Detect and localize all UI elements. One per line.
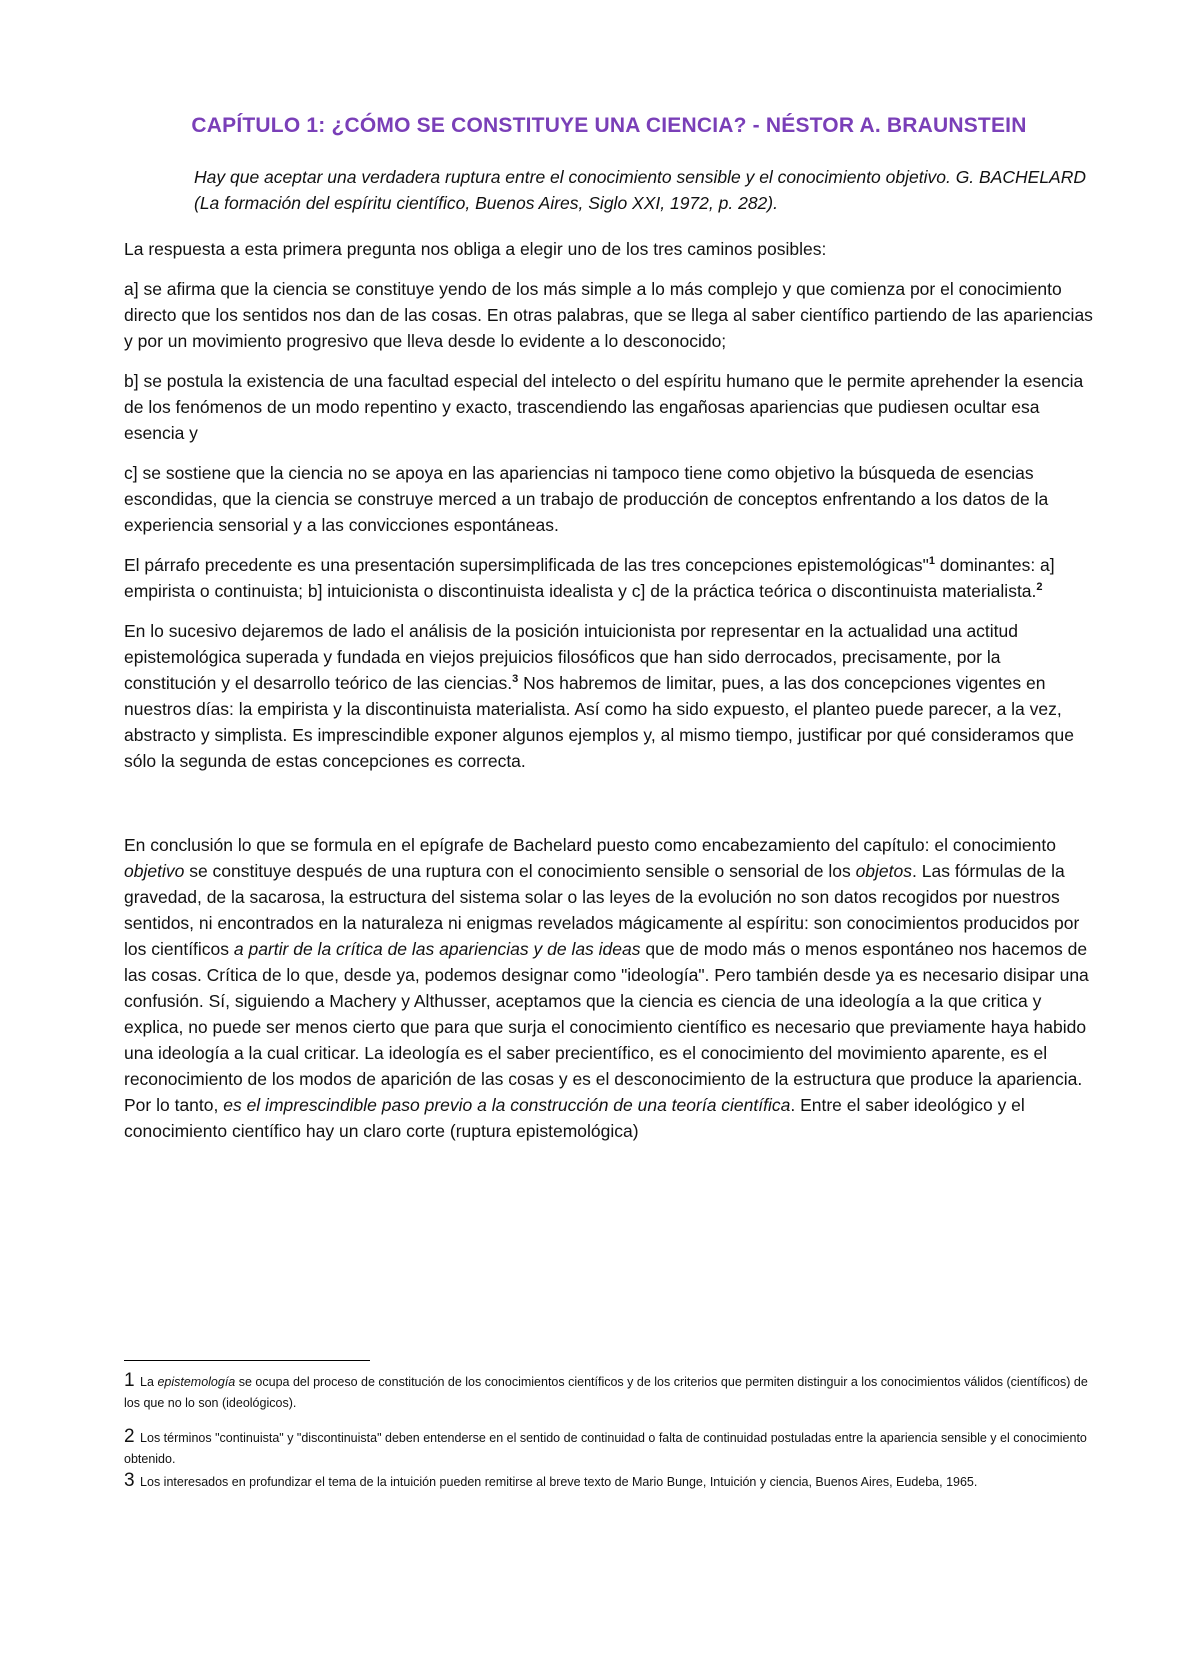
footnote-text: La (136, 1375, 158, 1389)
footnote-text: Los interesados en profundizar el tema de la intuición pueden remitirse al breve texto de Mario Bunge, Intuición y ciencia, Buenos Aires, Eudeba, 1965. (136, 1475, 978, 1489)
footnote-ref-3[interactable]: 3 (512, 673, 519, 686)
footnote-ref-2[interactable]: 2 (1036, 581, 1043, 594)
paragraph-text: En lo sucesivo dejaremos de lado el análisis de la posición intuicionista por representar en la actualidad una actitud epistemológica superada y fundada en viejos prejuicios filosóficos que han sido derrocados, precisamente, por la constitución y el desarrollo teórico de las ciencias. (124, 621, 1019, 693)
footnote-number: 2 (124, 1426, 135, 1447)
italic-text: es el imprescindible paso previo a la construcción de una teoría científica (223, 1095, 791, 1115)
paragraph-text: El párrafo precedente es una presentación supersimplificada de las tres concepciones epistemológicas" (124, 555, 929, 575)
paragraph-conclusion (124, 832, 1094, 1144)
footnote-3 (124, 1470, 1100, 1493)
paragraph-text: dominantes: a] empirista o continuista; b] intuicionista o discontinuista idealista y c] de la práctica teórica o discontinuista materialista. (124, 555, 1055, 601)
paragraph-epistemological-conceptions (124, 552, 1094, 604)
italic-text: objetivo (124, 861, 185, 881)
paragraph-text: que de modo más o menos espontáneo nos hacemos de las cosas. Crítica de lo que, desde ya, podemos designar como "ideología". Pero también desde ya es necesario disipar una confusión. Sí, siguiendo a Machery y Althusser, aceptamos que la ciencia es ciencia de una ideología a la que critica y explica, no puede ser menos cierto que para que surja el conocimiento científico es necesario que previamente haya habido una ideología a la cual criticar. La ideología es el saber precientífico, es el conocimiento del movimiento aparente, es el reconocimiento de los modos de aparición de las cosas y es el desconocimiento de la estructura que produce la apariencia. Por lo tanto, (124, 939, 1089, 1115)
paragraph-text: se constituye después de una ruptura con el conocimiento sensible o sensorial de los (184, 861, 856, 881)
epigraph: Hay que aceptar una verdadera ruptura entre el conocimiento sensible y el conocimiento objetivo. G. BACHELARD (La formación del espíritu científico, Buenos Aires, Siglo XXI, 1972, p. 282). (194, 167, 1087, 213)
paragraph-text: En conclusión lo que se formula en el epígrafe de Bachelard puesto como encabezamiento del capítulo: el conocimiento (124, 835, 1056, 855)
footnote-separator (124, 1360, 370, 1361)
footnote-1 (124, 1370, 1100, 1414)
paragraph-text: Nos habremos de limitar, pues, a las dos concepciones vigentes en nuestros días: la empirista y la discontinuista materialista. Así como ha sido expuesto, el planteo puede parecer, a la vez, abstracto y simplista. Es imprescindible exponer algunos ejemplos y, al mismo tiempo, justificar por qué consideramos que sólo la segunda de estas concepciones es correcta. (124, 673, 1074, 771)
paragraph-intuitionist (124, 618, 1094, 774)
paragraph-text: . Entre el saber ideológico y el conocimiento científico hay un claro corte (ruptura epistemológica) (124, 1095, 1025, 1141)
footnote-number: 3 (124, 1470, 135, 1491)
paragraph-intro: La respuesta a esta primera pregunta nos obliga a elegir uno de los tres caminos posibles: (124, 239, 827, 259)
paragraph-option-c: c] se sostiene que la ciencia no se apoya en las apariencias ni tampoco tiene como objetivo la búsqueda de esencias escondidas, que la ciencia se construye merced a un trabajo de producción de conceptos enfrentando a los datos de la experiencia sensorial y a las convicciones espontáneas. (124, 463, 1049, 535)
italic-text: objetos (855, 861, 913, 881)
italic-text: a partir de la crítica de las apariencias y de las ideas (233, 939, 641, 959)
footnote-number: 1 (124, 1370, 135, 1391)
footnote-ref-1[interactable]: 1 (928, 555, 935, 568)
document-page (0, 112, 1200, 1665)
paragraph-text: . Las fórmulas de la gravedad, de la sacarosa, la estructura del sistema solar o las leyes de la evolución no son datos recogidos por nuestros sentidos, ni encontrados en la naturaleza ni enigmas revelados mágicamente al espíritu: son conocimientos producidos por los científicos (124, 861, 1080, 959)
footnote-text: Los términos "continuista" y "discontinuista" deben entenderse en el sentido de continuidad o falta de continuidad postuladas entre la apariencia sensible y el conocimiento obtenido. (124, 1431, 1087, 1466)
footnote-text: se ocupa del proceso de constitución de los conocimientos científicos y de los criterios que permiten distinguir a los conocimientos válidos (científicos) de los que no lo son (ideológicos). (124, 1375, 1088, 1410)
chapter-title: CAPÍTULO 1: ¿CÓMO SE CONSTITUYE UNA CIENCIA? - NÉSTOR A. BRAUNSTEIN (191, 114, 1027, 137)
footnotes (124, 1370, 1100, 1493)
footnote-2 (124, 1426, 1100, 1470)
footnote-italic: epistemología (157, 1375, 236, 1389)
paragraph-option-a: a] se afirma que la ciencia se constituye yendo de los más simple a lo más complejo y que comienza por el conocimiento directo que los sentidos nos dan de las cosas. En otras palabras, que se llega al saber científico partiendo de las apariencias y por un movimiento progresivo que lleva desde lo evidente a lo desconocido; (124, 279, 1093, 351)
paragraph-option-b: b] se postula la existencia de una facultad especial del intelecto o del espíritu humano que le permite aprehender la esencia de los fenómenos de un modo repentino y exacto, trascendiendo las engañosas apariencias que pudiesen ocultar esa esencia y (124, 371, 1084, 443)
